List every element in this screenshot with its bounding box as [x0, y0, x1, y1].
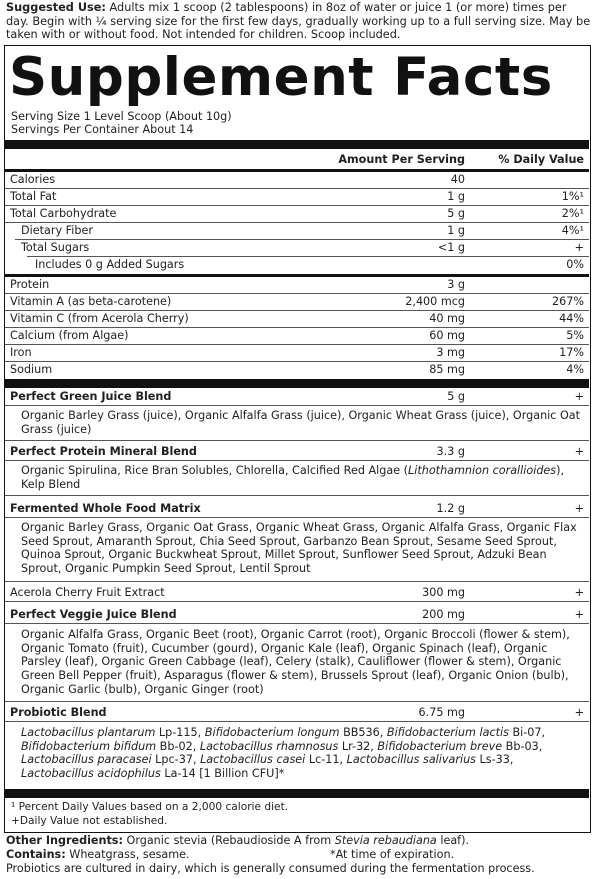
suggested-use: [6, 1, 592, 42]
nutrient-amount: 40 mg: [429, 312, 465, 325]
blend-ingredients-probiotic: [21, 726, 581, 781]
blend-ingredients-veggie: Organic Alfalfa Grass, Organic Beet (root), Organic Carrot (root), Organic Broccoli (flower & stem), Organic Tomato (fruit), Cucumber (gourd), Organic Kale (leaf), Organic Spinach (leaf), Organic Parsley (leaf), Organic Green Cabbage (leaf), Celery (stalk), Cauliflower (flower & stem), Organic Green Bell Pepper (fruit), Asparagus (flower & stem), Brussels Sprout (leaf), Organic Onion (bulb), Organic Garlic (bulb), Organic Ginger (root): [21, 628, 570, 696]
ingredient-row-acerola: [5, 585, 589, 602]
probiotic-strain: Bb-03,: [502, 739, 543, 753]
nutrient-row: [5, 172, 589, 189]
probiotic-species: Lactobacillus plantarum: [21, 726, 156, 739]
probiotic-species: Bifidobacterium breve: [377, 739, 503, 753]
blend-name: Fermented Whole Food Matrix: [10, 502, 201, 515]
blend-ingredients-fermented: Organic Barley Grass, Organic Oat Grass, Organic Wheat Grass, Organic Alfalfa Grass, Organic Flax Seed Sprout, Amaranth Sprout, Chia Seed Sprout, Garbanzo Bean Sprout, Sesame Seed Sprout, Quinoa Sprout, Organic Buckwheat Sprout, Millet Sprout, Sunflower Seed Sprout, Adzuki Bean Sprout, Organic Pumpkin Seed Sprout, Lentil Sprout: [21, 521, 577, 576]
nutrient-row: [5, 189, 589, 206]
nutrient-row: [5, 345, 589, 362]
probiotics-note: Probiotics are cultured in dairy, which is generally consumed during the fermentation process.: [6, 862, 535, 875]
nutrient-dv: 4%¹: [561, 224, 584, 237]
blend-dv: +: [574, 445, 584, 458]
blend-row-protein: [5, 444, 589, 461]
blend-ingredients-green: Organic Barley Grass (juice), Organic Alfalfa Grass (juice), Organic Wheat Grass (juice), Organic Oat Grass (juice): [21, 409, 581, 436]
blend-name: Perfect Green Juice Blend: [10, 390, 172, 403]
footnote-dv: ¹ Percent Daily Values based on a 2,000 calorie diet.: [11, 801, 289, 813]
nutrient-dv: 4%: [566, 363, 584, 376]
thick-divider: [5, 789, 589, 798]
probiotic-strain: Bb-02,: [156, 739, 200, 753]
blend-amount: 200 mg: [422, 608, 465, 621]
nutrient-name: Includes 0 g Added Sugars: [35, 258, 185, 271]
expiration-note: *At time of expiration.: [330, 848, 455, 861]
nutrient-dv: 5%: [566, 329, 584, 342]
panel-title: Supplement Facts: [9, 47, 553, 108]
ingredient-amount: 300 mg: [422, 586, 465, 599]
nutrient-amount: 40: [450, 173, 465, 186]
blend-dv: +: [574, 608, 584, 621]
other-ingredients: [6, 834, 469, 848]
nutrient-name: Protein: [10, 278, 50, 291]
nutrient-dv: 1%¹: [561, 190, 584, 203]
nutrient-row: [5, 257, 589, 274]
blend-name: Probiotic Blend: [10, 706, 107, 719]
probiotic-species: Lactobacillus acidophilus: [21, 767, 161, 781]
nutrient-name: Total Sugars: [21, 241, 90, 254]
blend-amount: 1.2 g: [436, 502, 465, 515]
nutrient-row: [5, 311, 589, 328]
nutrient-row: [5, 223, 589, 240]
divider: [5, 440, 589, 441]
nutrient-dv: 0%: [566, 258, 584, 271]
nutrient-name: Calories: [10, 173, 56, 186]
blend-amount: 3.3 g: [436, 445, 465, 458]
nutrient-dv: 2%¹: [561, 207, 584, 220]
ingredient-name: Acerola Cherry Fruit Extract: [10, 586, 165, 599]
probiotic-strain: BB536,: [339, 726, 387, 739]
nutrient-amount: 85 mg: [429, 363, 465, 376]
probiotic-species: Lactobacillus rhamnosus: [199, 739, 339, 753]
blend-dv: +: [574, 706, 584, 719]
contains: [6, 848, 589, 862]
blend-row-probiotic: [5, 705, 589, 722]
nutrient-dv: 17%: [559, 346, 584, 359]
nutrient-amount: 1 g: [447, 224, 465, 237]
nutrient-name: Total Carbohydrate: [10, 207, 117, 220]
nutrient-dv: +: [574, 241, 584, 254]
serving-info: [11, 110, 232, 136]
column-header-row: [5, 150, 589, 169]
nutrient-amount: 60 mg: [429, 329, 465, 342]
ingredient-dv: +: [574, 586, 584, 599]
nutrient-amount: 3 g: [447, 278, 465, 291]
ingredients-text: Organic Spirulina, Rice Bran Solubles, Chlorella, Calcified Red Algae (: [21, 464, 409, 477]
ingredients-text: ), Kelp Blend: [21, 464, 565, 491]
nutrient-name: Sodium: [10, 363, 53, 376]
probiotic-strain: Lc-11,: [305, 753, 347, 767]
thick-divider: [5, 379, 589, 388]
probiotic-species: Bifidobacterium longum: [204, 726, 340, 739]
blend-row-veggie: [5, 607, 589, 624]
probiotic-species: Lactobacillus paracasei: [21, 753, 152, 767]
blend-name: Perfect Veggie Juice Blend: [10, 608, 177, 621]
blend-row-green: [5, 389, 589, 406]
footnote-not-established: +Daily Value not established.: [11, 815, 168, 827]
other-ingredients-italic: Stevia rebaudiana: [334, 834, 437, 847]
suggested-use-text: Adults mix 1 scoop (2 tablespoons) in 8oz of water or juice 1 (or more) times per day. Begin with ¼ serving size for the first few days, gradually working up to a full serving size. May be taken with or without food. Not intended for children. Scoop included.: [6, 1, 591, 42]
suggested-use-label: Suggested Use:: [6, 1, 106, 14]
probiotic-species: Lactobacillus casei: [200, 753, 306, 767]
blend-amount: 6.75 mg: [418, 706, 465, 719]
probiotic-strain: Lr-32,: [338, 739, 378, 753]
nutrient-row: [5, 362, 589, 379]
nutrient-name: Iron: [10, 346, 32, 359]
supplement-facts-panel: [4, 45, 591, 833]
probiotic-strain: Ls-33,: [476, 753, 514, 767]
other-ingredients-text: leaf).: [436, 834, 470, 847]
probiotic-strain: La-14 [1 Billion CFU]*: [160, 767, 285, 781]
nutrient-name: Total Fat: [10, 190, 57, 203]
nutrient-row: [5, 277, 589, 294]
other-ingredients-text: Organic stevia (Rebaudioside A from: [122, 834, 335, 847]
divider: [5, 581, 589, 582]
nutrient-dv: 267%: [552, 295, 584, 308]
amount-header: Amount Per Serving: [338, 153, 465, 166]
ingredients-italic: Lithothamnion corallioides: [408, 464, 557, 477]
nutrient-amount: 1 g: [447, 190, 465, 203]
blend-ingredients-protein: [21, 464, 581, 491]
servings-per-container: Servings Per Container About 14: [11, 123, 194, 136]
probiotic-strain: Bi-07,: [508, 726, 546, 739]
blend-amount: 5 g: [447, 390, 465, 403]
nutrient-name: Dietary Fiber: [21, 224, 93, 237]
nutrient-row: [5, 328, 589, 345]
probiotic-species: Bifidobacterium lactis: [386, 726, 509, 739]
other-ingredients-label: Other Ingredients:: [6, 834, 123, 847]
divider: [5, 495, 589, 496]
probiotic-strain: Lp-115,: [155, 726, 205, 739]
serving-size: Serving Size 1 Level Scoop (About 10g): [11, 110, 232, 123]
nutrient-amount: 2,400 mcg: [405, 295, 465, 308]
nutrient-name: Vitamin C (from Acerola Cherry): [10, 312, 189, 325]
nutrient-row: [5, 206, 589, 223]
divider: [5, 701, 589, 702]
probiotic-species: Lactobacillus salivarius: [346, 753, 476, 767]
nutrient-amount: <1 g: [437, 241, 465, 254]
contains-text: Wheatgrass, sesame.: [65, 848, 190, 861]
nutrient-row: [5, 294, 589, 311]
blend-dv: +: [574, 390, 584, 403]
nutrient-amount: 3 mg: [436, 346, 465, 359]
dv-header: % Daily Value: [498, 153, 584, 166]
blend-name: Perfect Protein Mineral Blend: [10, 445, 197, 458]
nutrient-name: Calcium (from Algae): [10, 329, 129, 342]
nutrient-name: Vitamin A (as beta-carotene): [10, 295, 172, 308]
probiotic-species: Bifidobacterium bifidum: [21, 739, 157, 753]
nutrient-amount: 5 g: [447, 207, 465, 220]
nutrient-dv: 44%: [559, 312, 584, 325]
blend-dv: +: [574, 502, 584, 515]
nutrient-row: [5, 240, 589, 257]
blend-row-fermented: [5, 501, 589, 518]
thick-divider: [5, 140, 589, 149]
probiotic-strain: Lpc-37,: [151, 753, 201, 767]
contains-label: Contains:: [6, 848, 66, 861]
